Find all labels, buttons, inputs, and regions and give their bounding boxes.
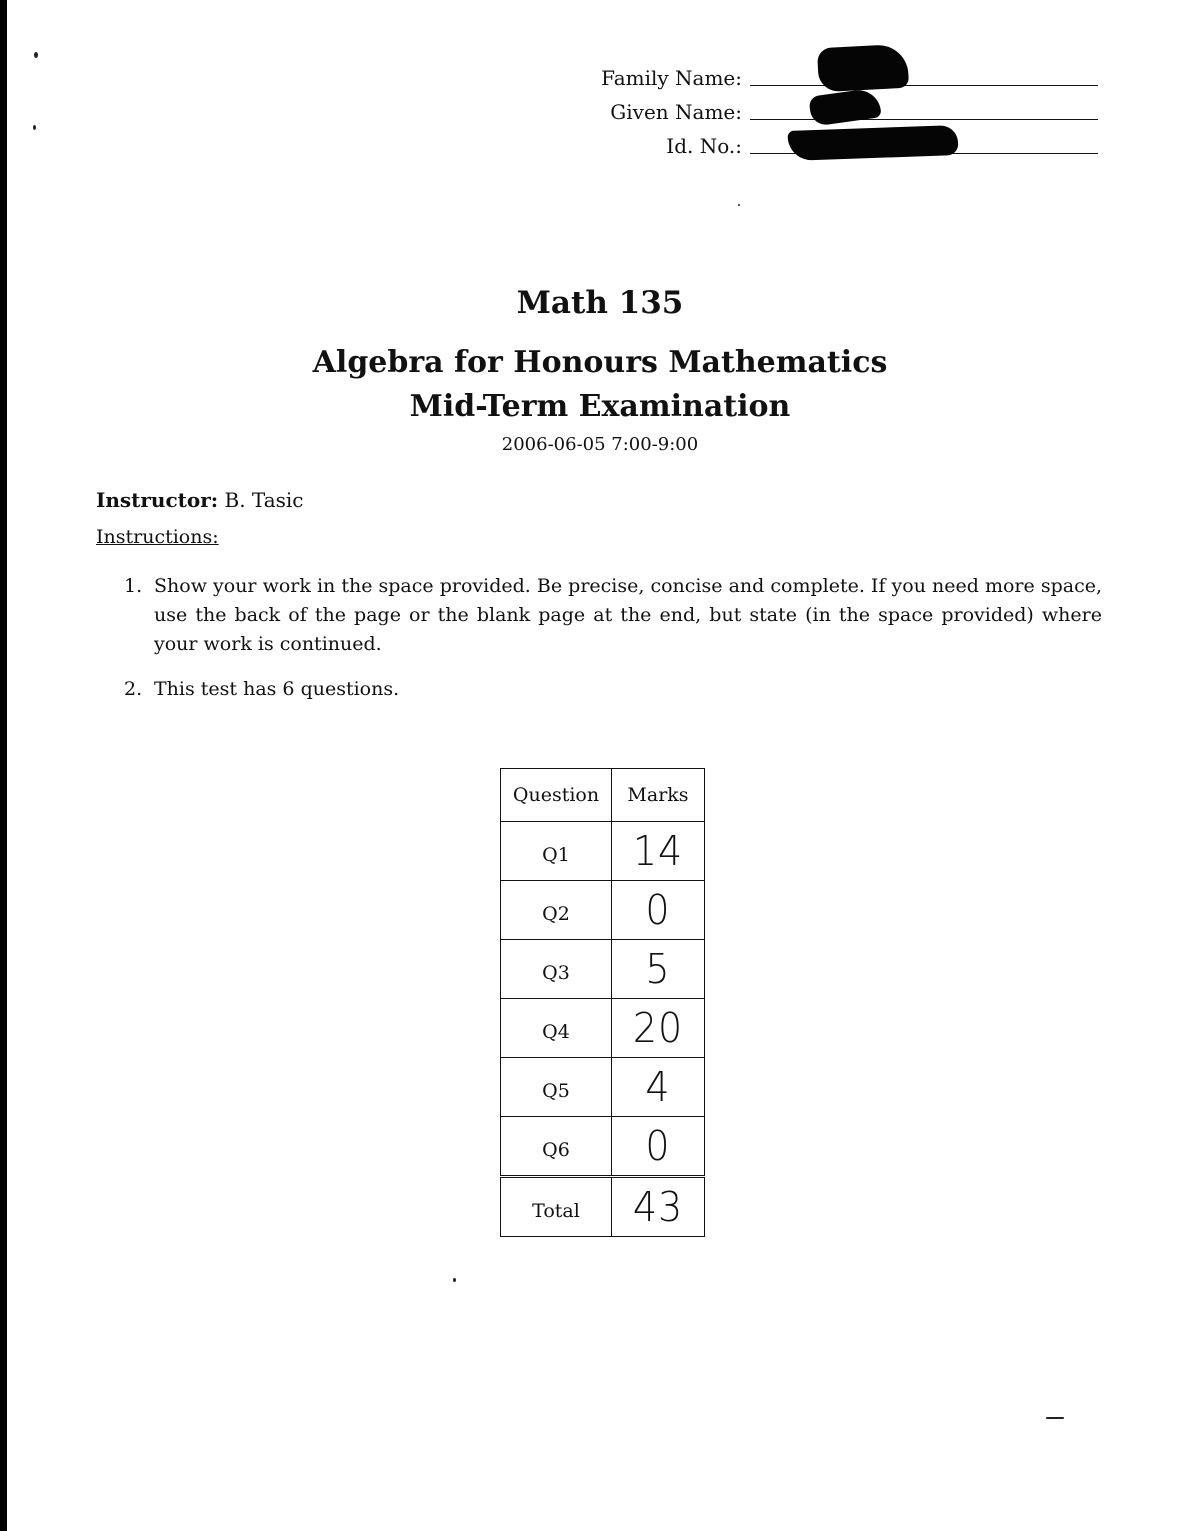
table-row (501, 881, 705, 940)
table-row (501, 999, 705, 1058)
handwritten-mark: 20 (632, 1004, 684, 1052)
handwritten-mark: 4 (645, 1063, 671, 1111)
redaction-mark (817, 44, 909, 93)
table-row (501, 940, 705, 999)
item-number: 2. (124, 678, 143, 700)
question-cell: Q3 (501, 940, 612, 999)
scan-speck (738, 204, 740, 206)
column-header-marks: Marks (612, 769, 705, 822)
question-cell: Q6 (501, 1117, 612, 1177)
instructor-name: B. Tasic (224, 488, 304, 512)
question-cell: Q4 (501, 999, 612, 1058)
handwritten-total: 43 (632, 1183, 684, 1231)
table-row (501, 1117, 705, 1177)
item-text: Show your work in the space provided. Be precise, concise and complete. If you need more space, use the back of the page or the blank page at the end, but state (in the space provided) where your work is continued. (154, 575, 1102, 655)
table-row (501, 822, 705, 881)
id-number-row (560, 132, 1100, 166)
scan-speck (34, 52, 38, 58)
instructor-label: Instructor: (96, 488, 219, 512)
exam-date: 2006-06-05 7:00-9:00 (501, 434, 699, 455)
total-marks-cell (612, 1177, 705, 1237)
question-cell: Q2 (501, 881, 612, 940)
question-cell: Q5 (501, 1058, 612, 1117)
instructor-line (96, 488, 304, 512)
redaction-mark (788, 125, 959, 161)
instruction-list (120, 572, 1102, 720)
exam-subtitle (0, 341, 1200, 429)
subtitle-line-1: Algebra for Honours Mathematics (312, 345, 888, 380)
instructions-heading: Instructions: (96, 526, 219, 548)
question-cell: Q1 (501, 822, 612, 881)
marks-cell (612, 1058, 705, 1117)
total-row (501, 1177, 705, 1237)
marks-table (500, 768, 705, 1237)
family-name-label: Family Name: (601, 66, 742, 90)
subtitle-line-2: Mid-Term Examination (409, 389, 791, 424)
table-header-row (501, 769, 705, 822)
scan-speck (1046, 1417, 1064, 1419)
handwritten-mark: 5 (645, 945, 671, 993)
handwritten-mark: 0 (645, 1122, 671, 1170)
table-row (501, 1058, 705, 1117)
total-label: Total (501, 1177, 612, 1237)
scan-edge (0, 0, 7, 1531)
handwritten-mark: 0 (645, 886, 671, 934)
item-number: 1. (124, 575, 143, 597)
marks-cell (612, 940, 705, 999)
given-name-field[interactable] (750, 119, 1098, 120)
item-text: This test has 6 questions. (154, 678, 400, 700)
scan-speck (453, 1278, 456, 1282)
marks-cell (612, 999, 705, 1058)
list-item (120, 675, 1102, 704)
handwritten-mark: 14 (632, 827, 684, 875)
given-name-row (560, 98, 1100, 132)
list-item (120, 572, 1102, 659)
marks-cell (612, 1117, 705, 1177)
course-title: Math 135 (516, 285, 684, 321)
id-number-label: Id. No.: (666, 134, 742, 158)
student-info-fields (560, 64, 1100, 166)
family-name-field[interactable] (750, 85, 1098, 86)
given-name-label: Given Name: (610, 100, 742, 124)
marks-cell (612, 881, 705, 940)
scan-speck (33, 125, 36, 130)
column-header-question: Question (501, 769, 612, 822)
marks-cell (612, 822, 705, 881)
